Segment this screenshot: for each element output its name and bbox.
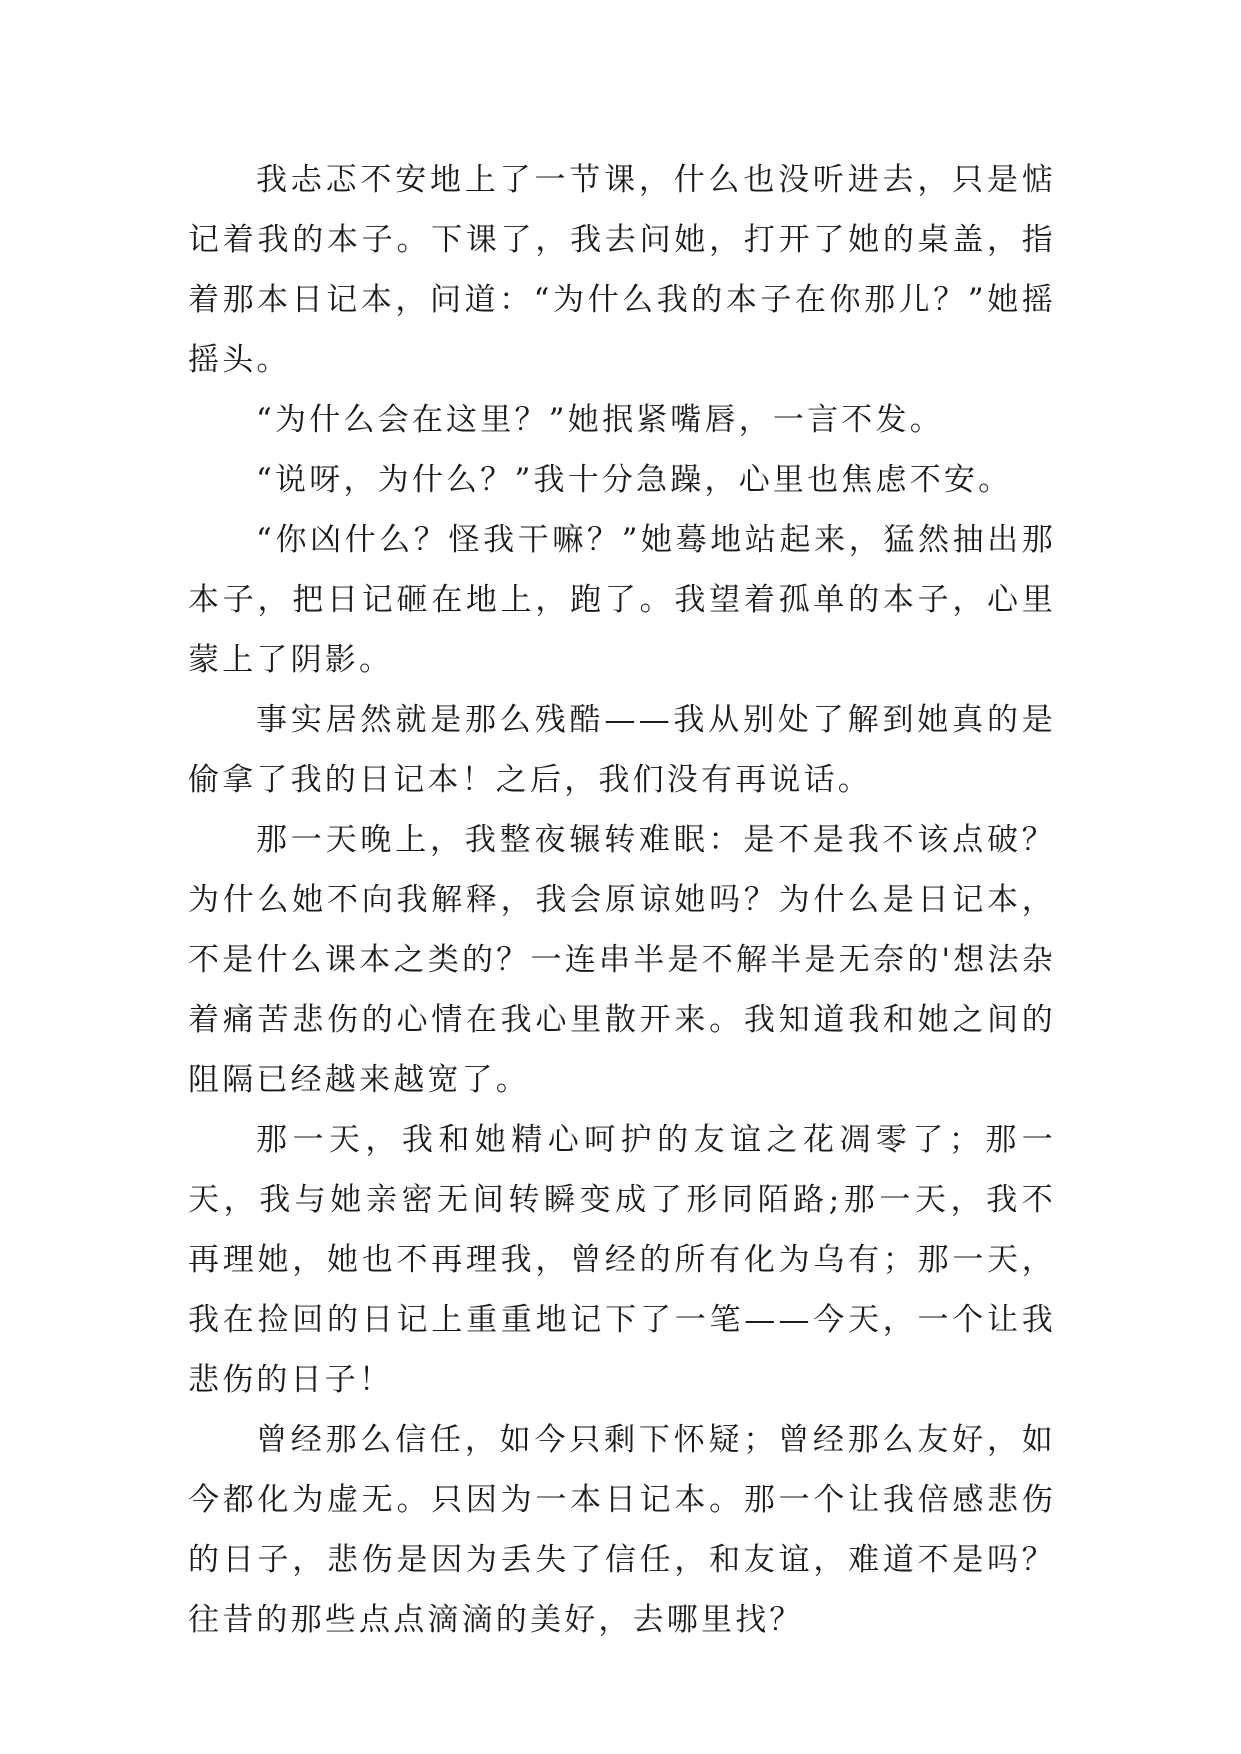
paragraph: “你凶什么？怪我干嘛？”她蓦地站起来，猛然抽出那本子，把日记砸在地上，跑了。我望着孤单的本子，心里蒙上了阴影。	[188, 522, 1056, 678]
paragraph: “为什么会在这里？”她抿紧嘴唇，一言不发。	[256, 402, 944, 438]
paragraph: 那一天，我和她精心呵护的友谊之花凋零了；那一天，我与她亲密无间转瞬变成了形同陌路;那一天，我不再理她，她也不再理我，曾经的所有化为乌有；那一天，我在捡回的日记上重重地记下了一笔——今天，一个让我悲伤的日子！	[188, 1122, 1056, 1398]
paragraph: 那一天晚上，我整夜辗转难眠：是不是我不该点破？为什么她不向我解释，我会原谅她吗？为什么是日记本，不是什么课本之类的？一连串半是不解半是无奈的'想法杂着痛苦悲伤的心情在我心里散开来。我知道我和她之间的阻隔已经越来越宽了。	[188, 822, 1056, 1098]
paragraph: 事实居然就是那么残酷——我从别处了解到她真的是偷拿了我的日记本！之后，我们没有再说话。	[188, 702, 1056, 798]
document-body	[188, 150, 1056, 1650]
paragraph: 曾经那么信任，如今只剩下怀疑；曾经那么友好，如今都化为虚无。只因为一本日记本。那一个让我倍感悲伤的日子，悲伤是因为丢失了信任，和友谊，难道不是吗？往昔的那些点点滴滴的美好，去哪里找？	[188, 1422, 1056, 1638]
paragraph: 我忐忑不安地上了一节课，什么也没听进去，只是惦记着我的本子。下课了，我去问她，打开了她的桌盖，指着那本日记本，问道：“为什么我的本子在你那儿？”她摇摇头。	[188, 162, 1056, 378]
paragraph: “说呀，为什么？”我十分急躁，心里也焦虑不安。	[256, 462, 1013, 498]
